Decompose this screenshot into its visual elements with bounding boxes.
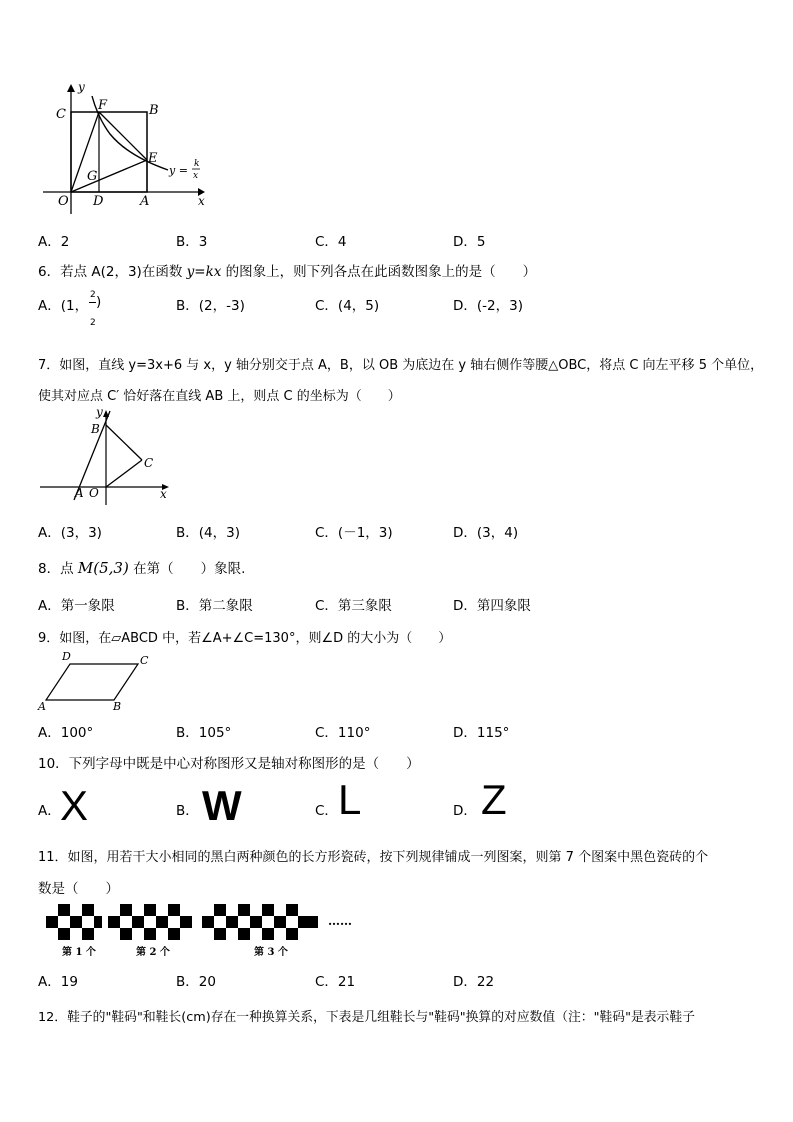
q7-stem-line1: 7．如图，直线 y=3x+6 与 x，y 轴分别交于点 A，B，以 OB 为底边在 y 轴右侧作等腰△OBC，将点 C 向左平移 5 个单位， bbox=[38, 358, 764, 373]
q6-option-d[interactable]: D．(-2，3) bbox=[453, 298, 523, 314]
q6-frac-num: 2 bbox=[90, 290, 96, 300]
q6-option-b[interactable]: B．(2，-3) bbox=[176, 298, 245, 314]
q6-paren-close: ) bbox=[96, 294, 102, 310]
q5-curve-x: x bbox=[193, 171, 199, 181]
q7-figure bbox=[38, 405, 173, 510]
q6-frac-bar bbox=[89, 302, 96, 303]
q5-curve-k: k bbox=[194, 159, 200, 169]
q10-letter-l: L bbox=[338, 776, 362, 823]
q6-stem-post: 的图象上，则下列各点在此函数图象上的是（ ） bbox=[221, 264, 537, 280]
q7-option-a[interactable]: A．(3，3) bbox=[38, 525, 102, 541]
q11-pattern-2 bbox=[108, 904, 192, 940]
q9-label-C: C bbox=[140, 654, 149, 667]
q5-label-B: B bbox=[149, 103, 159, 118]
q6-frac-den: 2 bbox=[90, 318, 96, 328]
q10-option-b[interactable]: B． bbox=[176, 803, 199, 819]
q6-stem bbox=[38, 260, 536, 280]
q5-label-A: A bbox=[140, 194, 150, 209]
q11-option-a[interactable]: A．19 bbox=[38, 974, 78, 990]
q10-option-d[interactable]: D． bbox=[453, 803, 477, 819]
q5-label-G: G bbox=[87, 169, 98, 184]
q11-ellipsis: …… bbox=[328, 914, 352, 928]
q5-label-y: y bbox=[78, 82, 85, 94]
q11-option-d[interactable]: D．22 bbox=[453, 974, 495, 990]
q7-option-d[interactable]: D．(3，4) bbox=[453, 525, 519, 541]
q5-figure bbox=[38, 82, 218, 217]
q11-label-1: 第 1 个 bbox=[62, 947, 96, 958]
q11-figure bbox=[46, 900, 366, 962]
q10-option-c[interactable]: C． bbox=[315, 803, 338, 819]
q5-option-d[interactable]: D．5 bbox=[453, 234, 486, 250]
q10-letter-x: X bbox=[60, 782, 89, 829]
q11-pattern-1 bbox=[46, 904, 102, 940]
q6-option-c[interactable]: C．(4，5) bbox=[315, 298, 380, 314]
q7-option-b[interactable]: B．(4，3) bbox=[176, 525, 240, 541]
q8-stem-post: 在第（ ）象限. bbox=[128, 561, 246, 577]
q9-stem: 9．如图，在▱ABCD 中，若∠A+∠C=130°，则∠D 的大小为（ ） bbox=[38, 631, 452, 646]
q7-option-c[interactable]: C．(－1，3) bbox=[315, 525, 393, 541]
q9-label-B: B bbox=[113, 700, 122, 712]
q9-option-d[interactable]: D．115° bbox=[453, 725, 510, 741]
q11-option-c[interactable]: C．21 bbox=[315, 974, 356, 990]
q9-label-A: A bbox=[38, 700, 46, 712]
q10-letter-w: W bbox=[202, 782, 242, 829]
q10-option-a[interactable]: A． bbox=[38, 803, 61, 819]
q7-label-A: A bbox=[75, 486, 84, 500]
q10-stem: 10．下列字母中既是中心对称图形又是轴对称图形的是（ ） bbox=[38, 756, 420, 772]
q7-label-x: x bbox=[160, 487, 167, 501]
q5-label-F: F bbox=[98, 98, 108, 113]
q7-stem-line2: 使其对应点 C′ 恰好落在直线 AB 上，则点 C 的坐标为（ ） bbox=[38, 389, 401, 404]
q9-option-c[interactable]: C．110° bbox=[315, 725, 371, 741]
q8-stem-pre: 8．点 bbox=[38, 561, 78, 577]
q12-stem-line1: 12．鞋子的"鞋码"和鞋长(cm)存在一种换算关系，下表是几组鞋长与"鞋码"换算的对应数值（注："鞋码"是表示鞋子 bbox=[38, 1010, 695, 1025]
q7-label-C: C bbox=[144, 456, 154, 470]
q9-figure bbox=[36, 650, 166, 712]
q9-option-b[interactable]: B．105° bbox=[176, 725, 232, 741]
q6-option-a[interactable] bbox=[38, 290, 102, 328]
q6-option-a-text: A．(1， bbox=[38, 298, 89, 314]
q10-letter-z: Z bbox=[481, 776, 507, 823]
q8-point: M(5,3) bbox=[77, 559, 129, 577]
q8-option-d[interactable]: D．第四象限 bbox=[453, 598, 531, 614]
q5-label-D: D bbox=[93, 194, 104, 209]
q6-function: y=kx bbox=[186, 264, 222, 280]
q5-option-c[interactable]: C．4 bbox=[315, 234, 347, 250]
q5-option-a[interactable]: A．2 bbox=[38, 234, 70, 250]
q7-label-B: B bbox=[91, 422, 100, 436]
q11-stem-line2: 数是（ ） bbox=[38, 881, 119, 897]
q8-option-b[interactable]: B．第二象限 bbox=[176, 598, 253, 614]
q11-label-2: 第 2 个 bbox=[136, 947, 170, 958]
q8-stem bbox=[38, 557, 245, 577]
q11-pattern-3 bbox=[202, 904, 318, 940]
q11-option-b[interactable]: B．20 bbox=[176, 974, 216, 990]
q11-stem-line1: 11．如图，用若干大小相同的黑白两种颜色的长方形瓷砖，按下列规律铺成一列图案，则第 7 个图案中黑色瓷砖的个 bbox=[38, 850, 709, 865]
q5-option-b[interactable]: B．3 bbox=[176, 234, 208, 250]
q5-label-O: O bbox=[58, 194, 69, 209]
q6-stem-pre: 6．若点 A(2，3)在函数 bbox=[38, 264, 187, 280]
q7-label-y: y bbox=[96, 405, 103, 419]
q5-label-E: E bbox=[148, 151, 158, 166]
q9-option-a[interactable]: A．100° bbox=[38, 725, 94, 741]
q5-label-C: C bbox=[56, 107, 66, 122]
q8-option-c[interactable]: C．第三象限 bbox=[315, 598, 392, 614]
q8-option-a[interactable]: A．第一象限 bbox=[38, 598, 115, 614]
q11-label-3: 第 3 个 bbox=[254, 947, 288, 958]
q7-label-O: O bbox=[89, 486, 99, 500]
q9-label-D: D bbox=[62, 650, 71, 663]
q5-label-x: x bbox=[198, 194, 205, 208]
q5-curve-label: y = bbox=[169, 164, 188, 177]
